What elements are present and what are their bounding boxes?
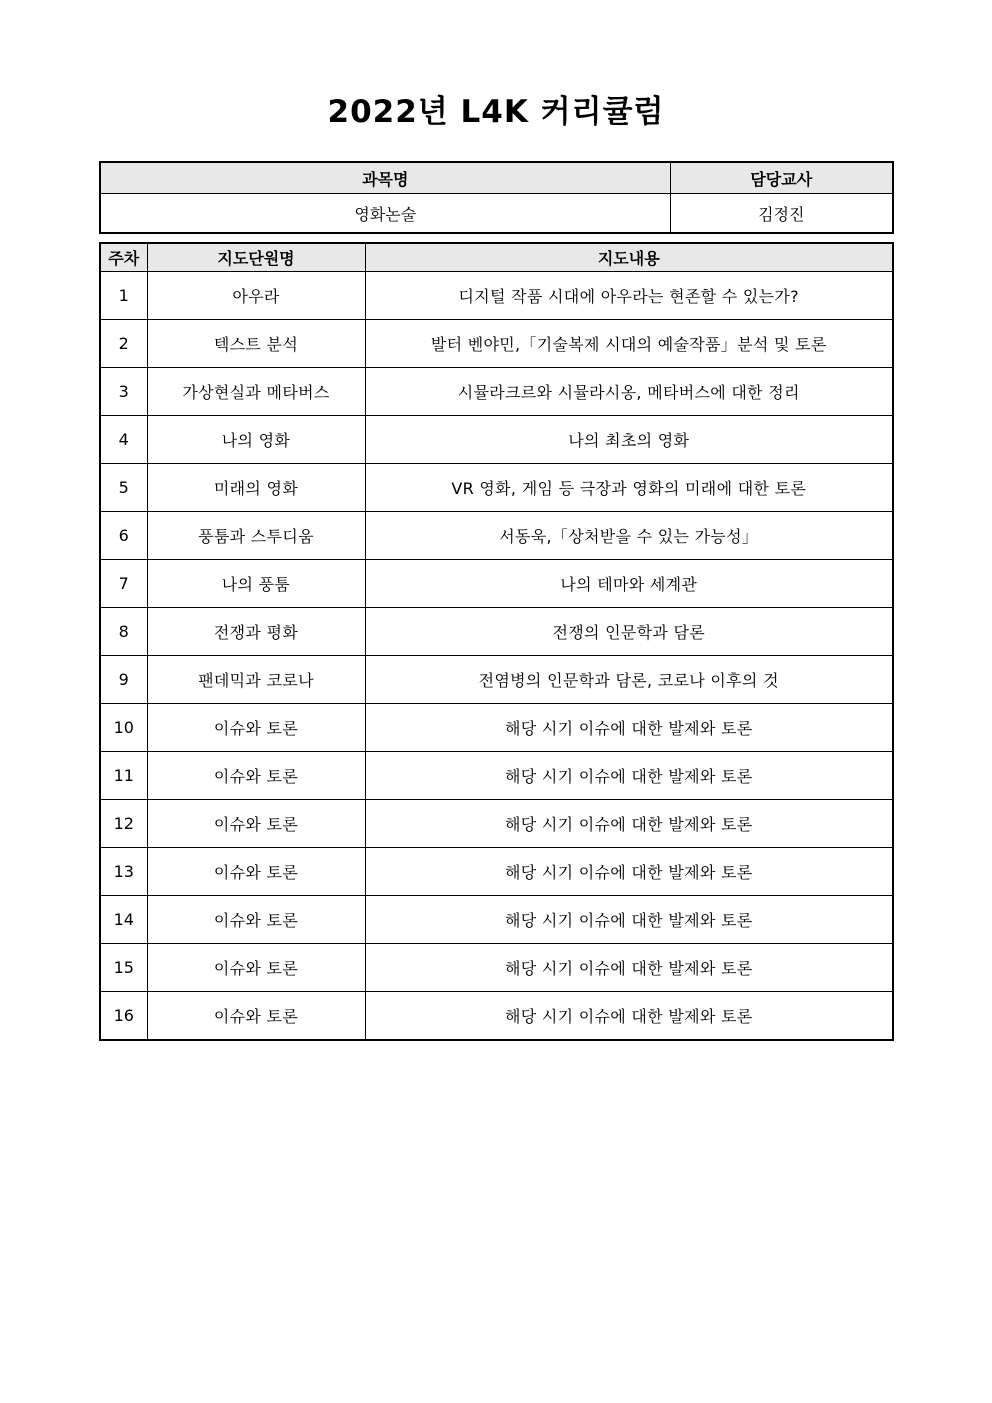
course-name-cell: 영화논술 bbox=[100, 194, 670, 234]
content-cell: 해당 시기 이슈에 대한 발제와 토론 bbox=[365, 992, 893, 1041]
week-header: 주차 bbox=[100, 243, 147, 272]
table-row bbox=[100, 320, 893, 368]
content-cell: 해당 시기 이슈에 대한 발제와 토론 bbox=[365, 848, 893, 896]
table-row bbox=[100, 992, 893, 1041]
content-cell: 디지털 작품 시대에 아우라는 현존할 수 있는가? bbox=[365, 272, 893, 320]
teacher-cell: 김정진 bbox=[670, 194, 893, 234]
week-cell: 2 bbox=[100, 320, 147, 368]
course-name-header: 과목명 bbox=[100, 162, 670, 194]
unit-cell: 이슈와 토론 bbox=[147, 848, 365, 896]
weekly-table-body bbox=[100, 272, 893, 1041]
unit-cell: 이슈와 토론 bbox=[147, 800, 365, 848]
table-row bbox=[100, 800, 893, 848]
unit-cell: 이슈와 토론 bbox=[147, 992, 365, 1041]
table-row bbox=[100, 704, 893, 752]
content-cell: 해당 시기 이슈에 대한 발제와 토론 bbox=[365, 752, 893, 800]
table-row bbox=[100, 416, 893, 464]
table-row bbox=[100, 608, 893, 656]
teacher-header: 담당교사 bbox=[670, 162, 893, 194]
weekly-plan-table bbox=[99, 242, 894, 1041]
table-row bbox=[100, 560, 893, 608]
table-row bbox=[100, 368, 893, 416]
week-cell: 16 bbox=[100, 992, 147, 1041]
week-cell: 11 bbox=[100, 752, 147, 800]
content-cell: 해당 시기 이슈에 대한 발제와 토론 bbox=[365, 944, 893, 992]
week-cell: 12 bbox=[100, 800, 147, 848]
unit-cell: 나의 풍툼 bbox=[147, 560, 365, 608]
weekly-header-row bbox=[100, 243, 893, 272]
unit-cell: 미래의 영화 bbox=[147, 464, 365, 512]
unit-cell: 이슈와 토론 bbox=[147, 896, 365, 944]
course-header-row bbox=[100, 162, 893, 194]
table-row bbox=[100, 944, 893, 992]
course-info-row bbox=[100, 194, 893, 234]
week-cell: 14 bbox=[100, 896, 147, 944]
week-cell: 5 bbox=[100, 464, 147, 512]
unit-cell: 가상현실과 메타버스 bbox=[147, 368, 365, 416]
content-cell: 서동욱,「상처받을 수 있는 가능성」 bbox=[365, 512, 893, 560]
unit-cell: 텍스트 분석 bbox=[147, 320, 365, 368]
unit-cell: 풍툼과 스투디움 bbox=[147, 512, 365, 560]
content-cell: 나의 테마와 세계관 bbox=[365, 560, 893, 608]
content-cell: 나의 최초의 영화 bbox=[365, 416, 893, 464]
content-cell: 해당 시기 이슈에 대한 발제와 토론 bbox=[365, 896, 893, 944]
content-cell: 전염병의 인문학과 담론, 코로나 이후의 것 bbox=[365, 656, 893, 704]
course-info-table bbox=[99, 161, 894, 234]
unit-cell: 아우라 bbox=[147, 272, 365, 320]
content-cell: 해당 시기 이슈에 대한 발제와 토론 bbox=[365, 704, 893, 752]
week-cell: 4 bbox=[100, 416, 147, 464]
unit-cell: 나의 영화 bbox=[147, 416, 365, 464]
table-row bbox=[100, 272, 893, 320]
unit-cell: 이슈와 토론 bbox=[147, 704, 365, 752]
table-row bbox=[100, 848, 893, 896]
unit-cell: 팬데믹과 코로나 bbox=[147, 656, 365, 704]
unit-cell: 이슈와 토론 bbox=[147, 944, 365, 992]
page-title: 2022년 L4K 커리큘럼 bbox=[327, 94, 665, 130]
week-cell: 1 bbox=[100, 272, 147, 320]
content-cell: 발터 벤야민,「기술복제 시대의 예술작품」분석 및 토론 bbox=[365, 320, 893, 368]
week-cell: 8 bbox=[100, 608, 147, 656]
table-row bbox=[100, 656, 893, 704]
content-header: 지도내용 bbox=[365, 243, 893, 272]
week-cell: 13 bbox=[100, 848, 147, 896]
table-row bbox=[100, 464, 893, 512]
unit-cell: 이슈와 토론 bbox=[147, 752, 365, 800]
week-cell: 10 bbox=[100, 704, 147, 752]
week-cell: 3 bbox=[100, 368, 147, 416]
week-cell: 7 bbox=[100, 560, 147, 608]
content-cell: 해당 시기 이슈에 대한 발제와 토론 bbox=[365, 800, 893, 848]
content-cell: VR 영화, 게임 등 극장과 영화의 미래에 대한 토론 bbox=[365, 464, 893, 512]
table-row bbox=[100, 896, 893, 944]
content-cell: 전쟁의 인문학과 담론 bbox=[365, 608, 893, 656]
week-cell: 15 bbox=[100, 944, 147, 992]
week-cell: 9 bbox=[100, 656, 147, 704]
unit-header: 지도단원명 bbox=[147, 243, 365, 272]
unit-cell: 전쟁과 평화 bbox=[147, 608, 365, 656]
week-cell: 6 bbox=[100, 512, 147, 560]
table-row bbox=[100, 752, 893, 800]
content-cell: 시뮬라크르와 시뮬라시옹, 메타버스에 대한 정리 bbox=[365, 368, 893, 416]
table-row bbox=[100, 512, 893, 560]
